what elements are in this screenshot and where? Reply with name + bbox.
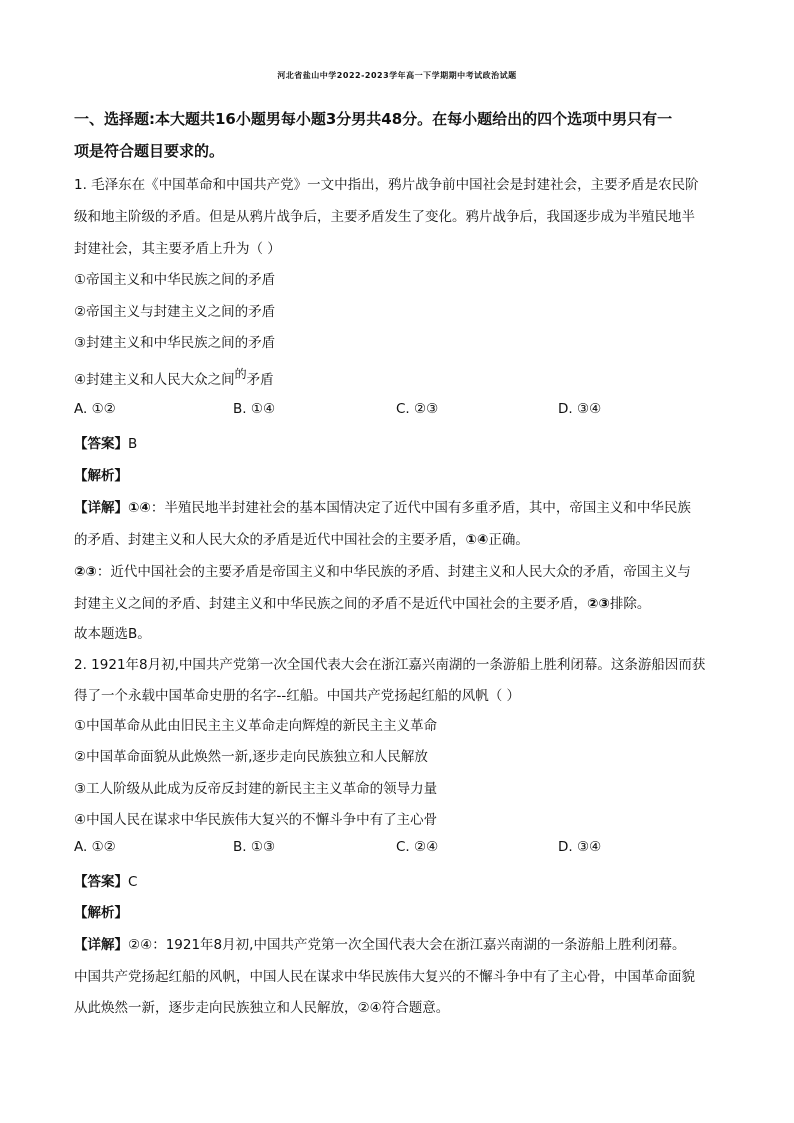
q2-option-c: C. ②④ bbox=[396, 839, 439, 855]
q1-statement-4 bbox=[74, 368, 274, 388]
q1-analysis-label: 【解析】 bbox=[74, 468, 128, 484]
q1-detail-text-1: ：半殖民地半封建社会的基本国情决定了近代中国有多重矛盾，其中，帝国主义和中华民族 bbox=[150, 500, 691, 516]
q2-answer bbox=[74, 870, 137, 890]
q1-option-d: D. ③④ bbox=[558, 401, 602, 417]
q2-detail-label: 【详解】 bbox=[74, 937, 128, 953]
q2-detail-line-2: 中国共产党扬起红船的风帆，中国人民在谋求中华民族伟大复兴的不懈斗争中有了主心骨，中国革命面貌 bbox=[74, 969, 695, 985]
q1-detail-mark-1: ①④ bbox=[465, 532, 489, 548]
q2-detail-text-1: ②④：1921年8月初,中国共产党第一次全国代表大会在浙江嘉兴南湖的一条游船上胜利闭幕。 bbox=[128, 937, 686, 953]
q2-option-a: A. ①② bbox=[74, 839, 116, 855]
q2-stem-line-1: 2. 1921年8月初,中国共产党第一次全国代表大会在浙江嘉兴南湖的一条游船上胜利闭幕。这条游船因而获 bbox=[74, 657, 706, 673]
q2-statement-2: ②中国革命面貌从此焕然一新,逐步走向民族独立和人民解放 bbox=[74, 749, 428, 765]
q1-detail-mark-2: ②③ bbox=[587, 596, 610, 612]
q1-detail-line-4 bbox=[74, 592, 650, 612]
q2-stem-line-2: 得了一个永载中国革命史册的名字--红船。中国共产党扬起红船的风帆（ ） bbox=[74, 688, 521, 704]
q2-analysis-label: 【解析】 bbox=[74, 905, 128, 921]
q1-statement-1: ①帝国主义和中华民族之间的矛盾 bbox=[74, 272, 276, 288]
q1-detail-text-2: 的矛盾、封建主义和人民大众的矛盾是近代中国社会的主要矛盾， bbox=[74, 532, 466, 548]
q1-answer-label: 【答案】 bbox=[74, 436, 128, 452]
q2-statement-3: ③工人阶级从此成为反帝反封建的新民主主义革命的领导力量 bbox=[74, 781, 438, 797]
q1-detail-line-2 bbox=[74, 528, 529, 548]
q1-option-c: C. ②③ bbox=[396, 401, 439, 417]
q1-statement-4-raised-char: 的 bbox=[234, 367, 247, 381]
q2-statement-4: ④中国人民在谋求中华民族伟大复兴的不懈斗争中有了主心骨 bbox=[74, 812, 438, 828]
q1-detail-line-1 bbox=[74, 496, 691, 516]
q1-answer bbox=[74, 432, 137, 452]
q1-detail-label-2: ②③ bbox=[74, 564, 97, 580]
q1-detail-label: 【详解】①④ bbox=[74, 500, 151, 516]
q1-statement-4-part-a: ④封建主义和人民大众之间 bbox=[74, 372, 235, 388]
q1-detail-end-2: 排除。 bbox=[609, 596, 651, 612]
page-title: 河北省盐山中学2022-2023学年高一下学期期中考试政治试题 bbox=[277, 71, 517, 80]
q2-answer-value: C bbox=[128, 874, 138, 890]
q2-answer-label: 【答案】 bbox=[74, 874, 128, 890]
section-heading-line-2: 项是符合题目要求的。 bbox=[74, 142, 225, 160]
q1-detail-text-4: 封建主义之间的矛盾、封建主义和中华民族之间的矛盾不是近代中国社会的主要矛盾， bbox=[74, 596, 587, 612]
q1-detail-text-3: ：近代中国社会的主要矛盾是帝国主义和中华民族的矛盾、封建主义和人民大众的矛盾，帝国主义与 bbox=[96, 564, 691, 580]
q2-statement-1: ①中国革命从此由旧民主主义革命走向辉煌的新民主主义革命 bbox=[74, 718, 438, 734]
q1-stem-line-1: 1. 毛泽东在《中国革命和中国共产党》一文中指出，鸦片战争前中国社会是封建社会，主要矛盾是农民阶 bbox=[74, 177, 699, 193]
q1-option-a: A. ①② bbox=[74, 401, 116, 417]
q1-conclusion: 故本题选B。 bbox=[74, 626, 151, 642]
q1-stem-line-3: 封建社会，其主要矛盾上升为（ ） bbox=[74, 241, 281, 257]
q2-detail-line-3: 从此焕然一新，逐步走向民族独立和人民解放，②④符合题意。 bbox=[74, 1000, 450, 1016]
q1-statement-3: ③封建主义和中华民族之间的矛盾 bbox=[74, 335, 276, 351]
q2-detail-line-1 bbox=[74, 933, 685, 953]
section-heading-line-1: 一、选择题:本大题共16小题男每小题3分男共48分。在每小题给出的四个选项中男只有一 bbox=[74, 110, 673, 128]
q1-detail-line-3 bbox=[74, 560, 691, 580]
q1-detail-end-1: 正确。 bbox=[488, 532, 529, 548]
q1-statement-4-part-c: 矛盾 bbox=[246, 372, 274, 388]
q1-option-b: B. ①④ bbox=[233, 401, 276, 417]
q1-stem-line-2: 级和地主阶级的矛盾。但是从鸦片战争后，主要矛盾发生了变化。鸦片战争后，我国逐步成为半殖民地半 bbox=[74, 209, 695, 225]
q2-option-b: B. ①③ bbox=[233, 839, 276, 855]
q1-answer-value: B bbox=[128, 436, 138, 452]
q2-option-d: D. ③④ bbox=[558, 839, 602, 855]
q1-statement-2: ②帝国主义与封建主义之间的矛盾 bbox=[74, 304, 276, 320]
